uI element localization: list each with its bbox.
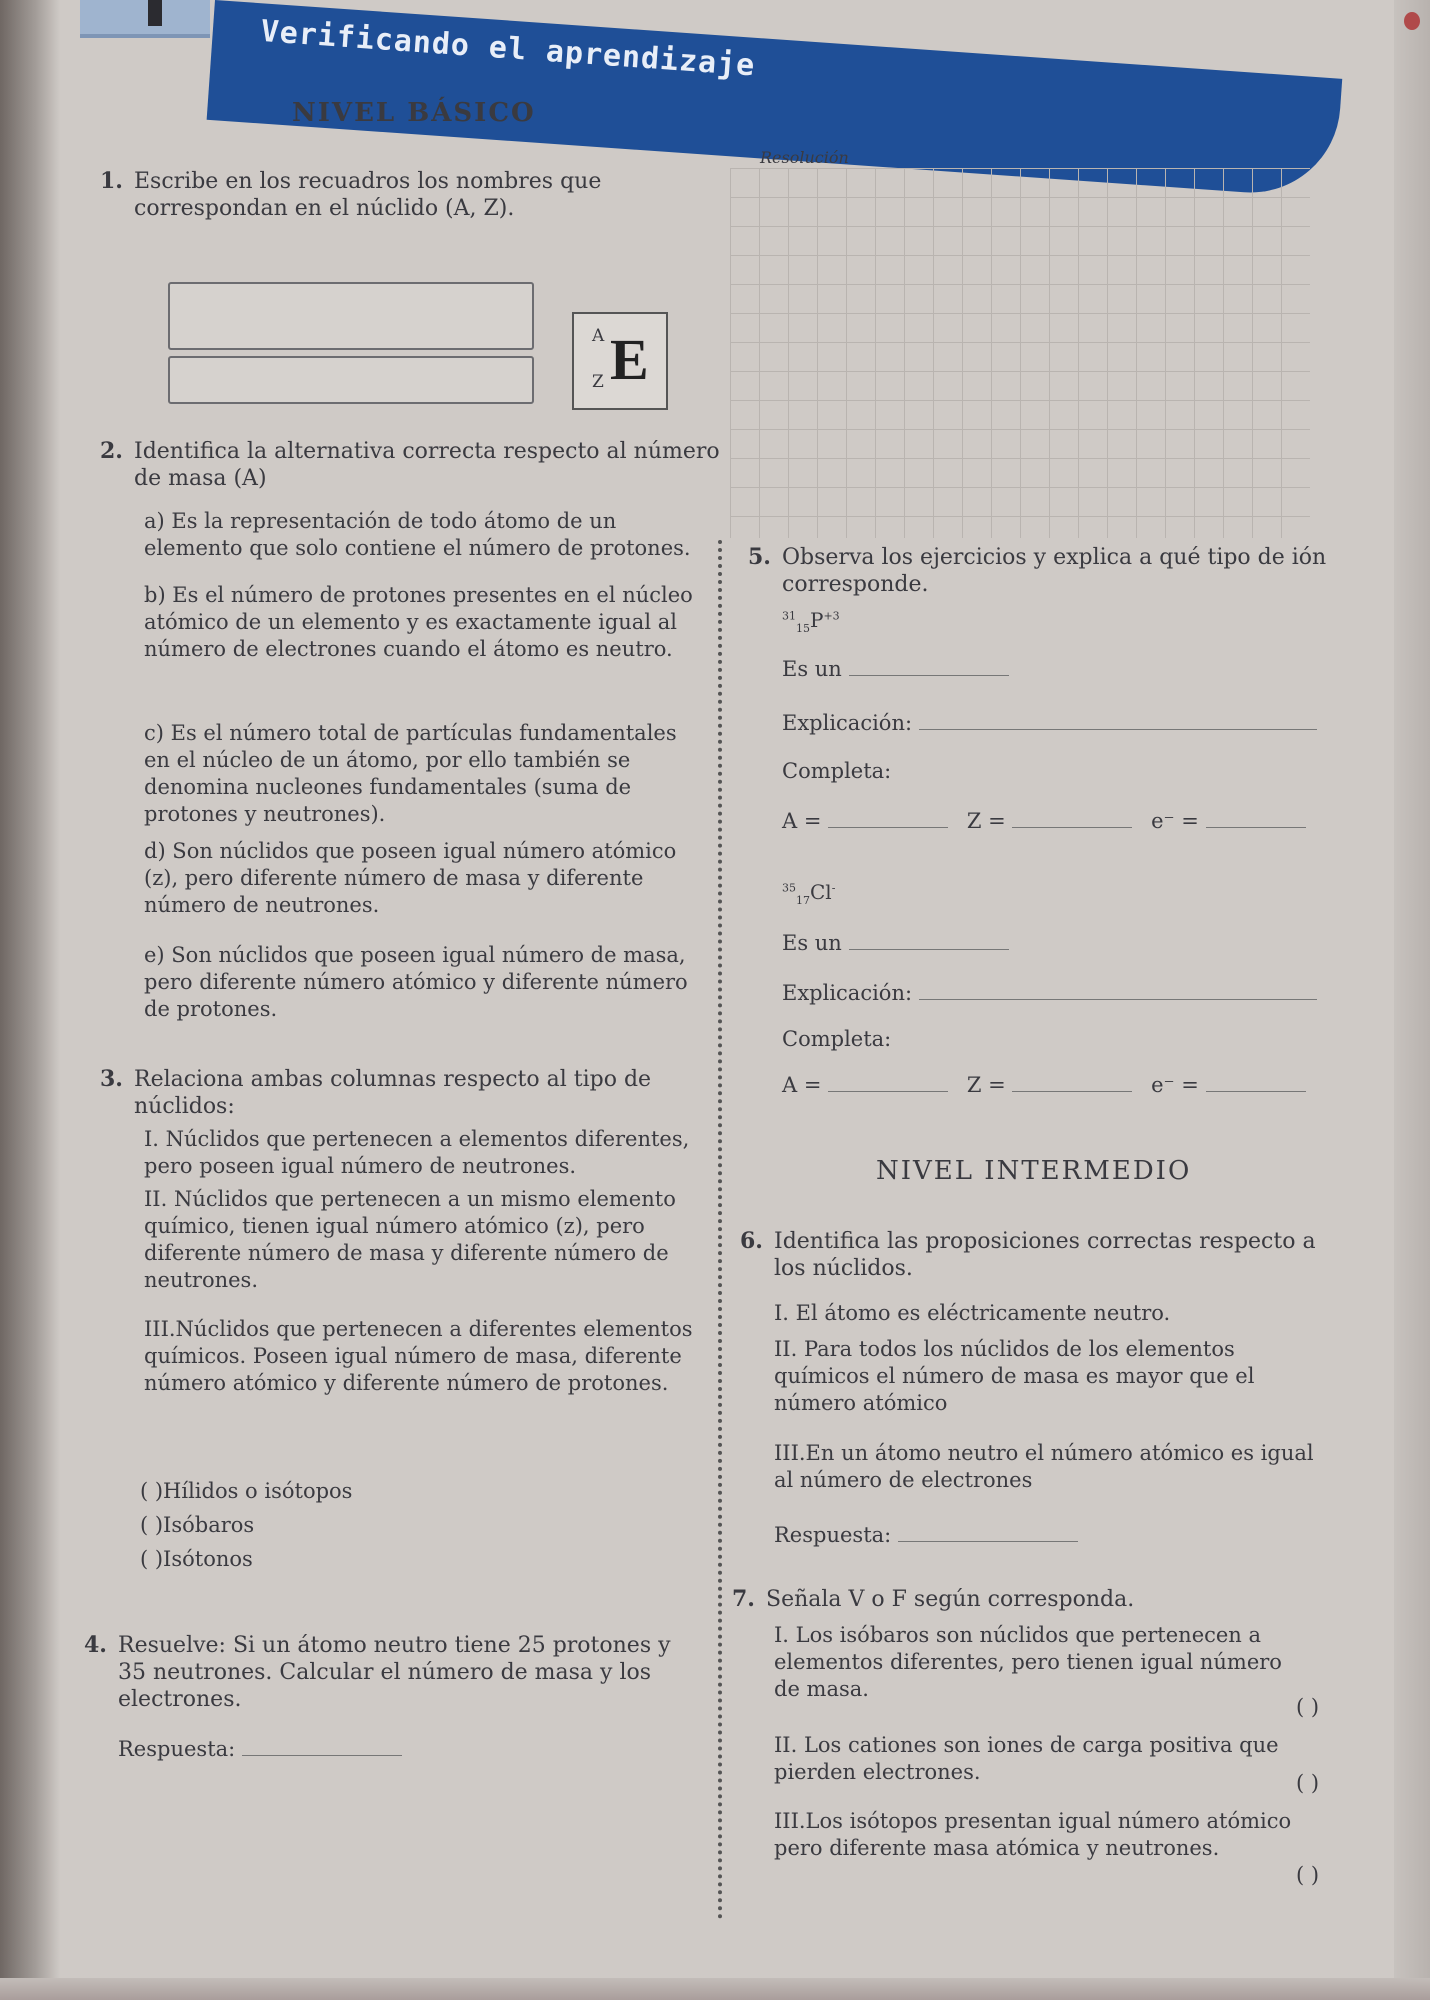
choice-isobars[interactable]: ( )Isóbaros (140, 1513, 255, 1537)
column-divider (718, 540, 722, 1920)
ion-1-fields (782, 808, 1306, 835)
ion-chlorine (782, 880, 835, 907)
ion-1-type-line[interactable] (849, 657, 1009, 676)
question-5-text: Observa los ejercicios y explica a qué tipo de ión corresponde. (782, 545, 1327, 597)
element-symbol: E (610, 327, 649, 392)
field-Z-line-2[interactable] (1012, 1073, 1132, 1092)
ion-2-symbol: Cl (810, 880, 832, 904)
answer-box-2[interactable] (168, 356, 534, 404)
proposition-6-2: II. Para todos los núclidos de los elementos químicos el número de masa es mayor que el número atómico (774, 1337, 1255, 1415)
question-4-answer (118, 1736, 402, 1763)
field-e-label: e⁻ = (1151, 809, 1199, 833)
question-7-text: Señala V o F según corresponda. (766, 1587, 1135, 1612)
ion-1-charge: +3 (823, 609, 840, 623)
nuclide-diagram (572, 312, 668, 410)
question-3-number: 3. (100, 1066, 123, 1092)
explanation-label-2: Explicación: (782, 981, 913, 1005)
answer-line-6[interactable] (898, 1523, 1078, 1542)
question-2-text: Identifica la alternativa correcta respecto al número de masa (A) (134, 439, 720, 491)
resolution-label: Resolución (760, 148, 849, 167)
field-Z-line[interactable] (1012, 809, 1132, 828)
question-3 (100, 1066, 704, 1120)
question-4-number: 4. (84, 1632, 107, 1658)
field-A-line[interactable] (828, 809, 948, 828)
ion-2-mass: 35 (782, 881, 796, 895)
ion-1-explanation (782, 710, 1317, 737)
question-1-text: Escribe en los recuadros los nombres que correspondan en el núclido (A, Z). (134, 169, 602, 221)
basic-level-heading: NIVEL BÁSICO (292, 98, 536, 128)
field-A-label: A = (782, 809, 822, 833)
ion-2-explanation-line[interactable] (919, 981, 1317, 1000)
choice-isotones[interactable]: ( )Isótonos (140, 1547, 253, 1571)
type-item-2: II. Núclidos que pertenecen a un mismo elemento químico, tienen igual número atómico (z), pero diferente número de masa y diferente número de neutrones. (144, 1187, 676, 1292)
question-6 (740, 1228, 1334, 1282)
header-tab (80, 0, 210, 38)
bookmark-icon (148, 0, 162, 26)
statement-7-2: II. Los cationes son iones de carga positiva que pierden electrones. (774, 1733, 1279, 1784)
field-Z-label: Z = (966, 809, 1006, 833)
mark-7-3[interactable]: ( ) (1296, 1863, 1320, 1887)
question-1-number: 1. (100, 168, 123, 194)
option-e: e) Son núclidos que poseen igual número de masa, pero diferente número atómico y diferente número de protones. (144, 943, 688, 1021)
ion-2-fields (782, 1072, 1306, 1099)
es-un-label: Es un (782, 657, 842, 681)
resolution-grid[interactable] (730, 168, 1310, 538)
answer-box-1[interactable] (168, 282, 534, 350)
page-bottom-edge (0, 1978, 1430, 2000)
field-A-line-2[interactable] (828, 1073, 948, 1092)
field-A-label-2: A = (782, 1073, 822, 1097)
mass-number-label: A (592, 326, 605, 346)
red-mark (1404, 12, 1420, 30)
answer-line[interactable] (242, 1737, 402, 1756)
statement-7-1: I. Los isóbaros son núclidos que pertenecen a elementos diferentes, pero tienen igual número de masa. (774, 1623, 1282, 1701)
ion-1-explanation-line[interactable] (919, 711, 1317, 730)
mark-7-1[interactable]: ( ) (1296, 1695, 1320, 1719)
question-5-number: 5. (748, 544, 771, 570)
field-e-label-2: e⁻ = (1151, 1073, 1199, 1097)
page-title: Verificando el aprendizaje (259, 14, 757, 84)
explanation-label: Explicación: (782, 711, 913, 735)
ion-2-type-line[interactable] (849, 931, 1009, 950)
atomic-number-label: Z (592, 372, 604, 392)
question-2 (100, 438, 722, 492)
question-6-text: Identifica las proposiciones correctas respecto a los núclidos. (774, 1229, 1316, 1281)
question-7-number: 7. (732, 1586, 755, 1612)
statement-7-3: III.Los isótopos presentan igual número atómico pero diferente masa atómica y neutrones. (774, 1809, 1292, 1860)
option-a: a) Es la representación de todo átomo de un elemento que solo contiene el número de protones. (144, 509, 691, 560)
es-un-label-2: Es un (782, 931, 842, 955)
ion-2-type (782, 930, 1009, 957)
ion-1-mass: 31 (782, 609, 796, 623)
question-2-number: 2. (100, 438, 123, 464)
type-item-1: I. Núclidos que pertenecen a elementos diferentes, pero poseen igual número de neutrones. (144, 1127, 690, 1178)
ion-2-z: 17 (796, 894, 810, 907)
question-6-answer (774, 1522, 1078, 1549)
option-b: b) Es el número de protones presentes en el núcleo atómico de un elemento y es exactamente igual al número de electrones cuando el átomo es neutro. (144, 583, 693, 661)
ion-2-charge: - (831, 881, 836, 895)
ion-1-symbol: P (810, 608, 824, 632)
question-7 (732, 1586, 1326, 1613)
ion-phosphorus (782, 608, 840, 635)
type-item-3: III.Núclidos que pertenecen a diferentes elementos químicos. Poseen igual número de masa, diferente número atómico y diferente número de protones. (144, 1317, 693, 1395)
question-4 (84, 1632, 698, 1713)
field-Z-label-2: Z = (966, 1073, 1006, 1097)
question-4-text: Resuelve: Si un átomo neutro tiene 25 protones y 35 neutrones. Calcular el número de masa y los electrones. (118, 1633, 671, 1712)
proposition-6-1: I. El átomo es eléctricamente neutro. (774, 1301, 1171, 1325)
option-c: c) Es el número total de partículas fundamentales en el núcleo de un átomo, por ello también se denomina nucleones fundamentales (suma de protones y neutrones). (144, 721, 677, 826)
answer-label: Respuesta: (118, 1737, 236, 1761)
option-d: d) Son núclidos que poseen igual número atómico (z), pero diferente número de masa y diferente número de neutrones. (144, 839, 677, 917)
question-6-number: 6. (740, 1228, 763, 1254)
page-right-strip (1394, 0, 1430, 2000)
ion-1-z: 15 (796, 622, 810, 635)
field-e-line-2[interactable] (1206, 1073, 1306, 1092)
ion-2-explanation (782, 980, 1317, 1007)
choice-isotopes[interactable]: ( )Hílidos o isótopos (140, 1479, 353, 1503)
page-edge-shadow (0, 0, 60, 2000)
complete-label: Completa: (782, 759, 892, 783)
intermediate-level-heading: NIVEL INTERMEDIO (876, 1156, 1192, 1186)
complete-label-2: Completa: (782, 1027, 892, 1051)
question-5 (748, 544, 1342, 598)
proposition-6-3: III.En un átomo neutro el número atómico es igual al número de electrones (774, 1441, 1314, 1492)
question-3-text: Relaciona ambas columnas respecto al tipo de núclidos: (134, 1067, 652, 1119)
mark-7-2[interactable]: ( ) (1296, 1771, 1320, 1795)
answer-label-6: Respuesta: (774, 1523, 892, 1547)
question-1 (100, 168, 694, 222)
ion-1-type (782, 656, 1009, 683)
field-e-line[interactable] (1206, 809, 1306, 828)
